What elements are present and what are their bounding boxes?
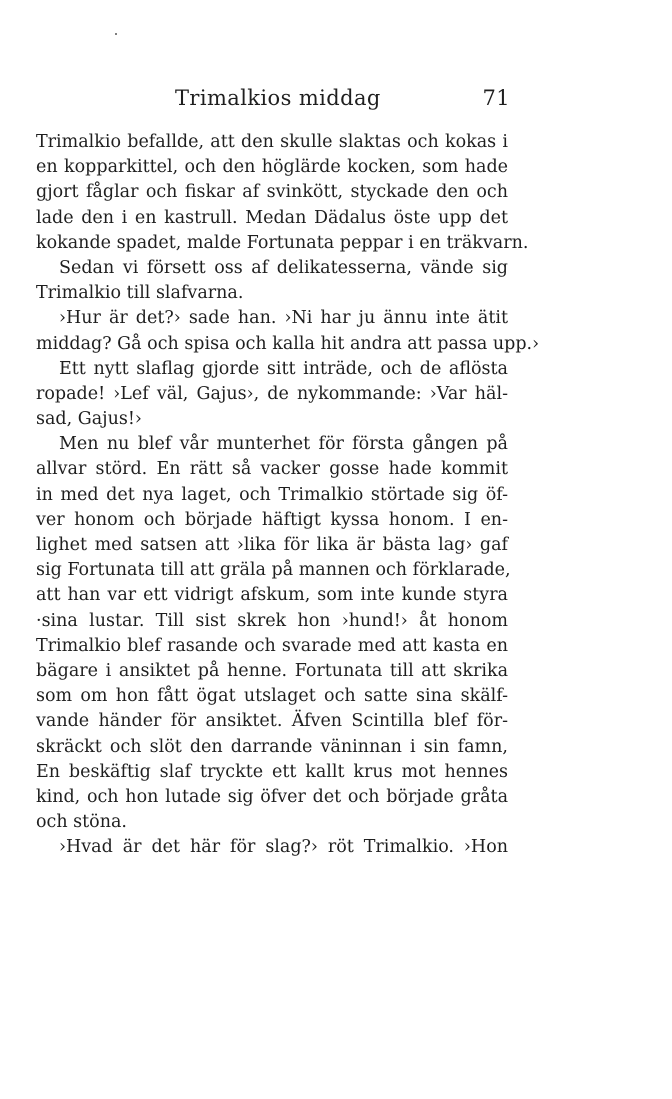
body-text bbox=[36, 130, 540, 860]
text-line: sig Fortunata till att gräla på mannen och förklarade, bbox=[36, 560, 511, 581]
text-line: bägare i ansiktet på henne. Fortunata till att skrika bbox=[36, 660, 508, 681]
text-line: Trimalkio till slafvarna. bbox=[36, 283, 244, 304]
text-line: kokande spadet, malde Fortunata peppar i en träkvarn. bbox=[36, 232, 529, 253]
text-line: ·sina lustar. Till sist skrek hon ›hund!› åt honom bbox=[36, 610, 508, 631]
text-line: Trimalkio befallde, att den skulle slaktas och kokas i bbox=[36, 132, 508, 152]
text-line: ropade! ›Lef väl, Gajus›, de nykommande: ›Var häl- bbox=[36, 383, 508, 404]
text-line: Trimalkio blef rasande och svarade med att kasta en bbox=[36, 635, 508, 656]
text-line: En beskäftig slaf tryckte ett kallt krus mot hennes bbox=[36, 761, 508, 782]
text-line: middag? Gå och spisa och kalla hit andra att passa upp.› bbox=[36, 333, 540, 354]
text-line: sad, Gajus!› bbox=[36, 409, 142, 430]
text-line: lade den i en kastrull. Medan Dädalus öste upp det bbox=[36, 207, 508, 228]
running-title: Trimalkios middag bbox=[175, 86, 381, 110]
text-line: allvar störd. En rätt så vacker gosse hade kommit bbox=[36, 459, 508, 480]
text-line: Sedan vi försett oss af delikatesserna, vände sig bbox=[59, 257, 508, 278]
print-speck bbox=[115, 33, 117, 35]
page-header bbox=[36, 86, 514, 116]
text-line: och stöna. bbox=[36, 812, 127, 833]
text-line: som om hon fått ögat utslaget och satte sina skälf- bbox=[36, 686, 508, 707]
text-line: en kopparkittel, och den höglärde kocken, som hade bbox=[36, 157, 508, 178]
text-line: ›Hur är det?› sade han. ›Ni har ju ännu inte ätit bbox=[59, 308, 508, 329]
text-line: ›Hvad är det här för slag?› röt Trimalkio. ›Hon bbox=[59, 837, 508, 858]
text-line: ver honom och började häftigt kyssa honom. I en- bbox=[36, 509, 508, 530]
text-line: att han var ett vidrigt afskum, som inte kunde styra bbox=[36, 585, 508, 606]
text-line: kind, och hon lutade sig öfver det och började gråta bbox=[36, 786, 508, 807]
text-line: skräckt och slöt den darrande väninnan i sin famn, bbox=[36, 736, 508, 757]
text-line: vande händer för ansiktet. Äfven Scintilla blef för- bbox=[36, 711, 508, 732]
text-line: Ett nytt slaflag gjorde sitt inträde, och de aflösta bbox=[59, 358, 508, 379]
text-line: in med det nya laget, och Trimalkio störtade sig öf- bbox=[36, 484, 508, 505]
page-number: 71 bbox=[482, 86, 510, 110]
text-line: Men nu blef vår munterhet för första gången på bbox=[59, 434, 508, 455]
text-line: gjort fåglar och fiskar af svinkött, styckade den och bbox=[36, 182, 508, 203]
text-line: lighet med satsen att ›lika för lika är bästa lag› gaf bbox=[36, 535, 508, 555]
